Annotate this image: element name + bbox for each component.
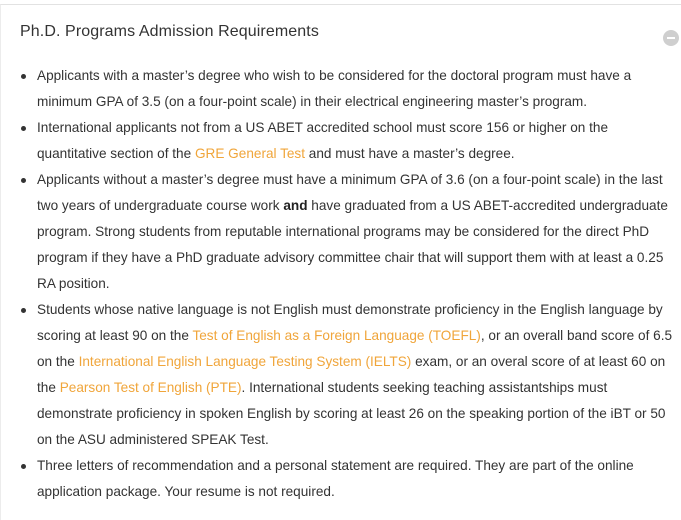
list-item-gre (37, 115, 681, 167)
item-text: Applicants without a master’s degree must have a minimum GPA of 3.6 (on a four-point scale) in the last two years of undergraduate course work (37, 172, 663, 213)
pte-link[interactable]: Pearson Test of English (PTE) (59, 380, 242, 395)
gre-general-test-link[interactable]: GRE General Test (194, 146, 306, 161)
item-text: Applicants with a master’s degree who wish to be considered for the doctoral program must have a minimum GPA of 3.5 (on a four-point scale) in their electrical engineering master’s program. (37, 68, 632, 109)
list-item-recommendations (37, 453, 681, 505)
item-text: International applicants not from a US ABET accredited school must score 156 or higher on the quantitative section of the (37, 120, 609, 161)
admission-requirements-panel (0, 4, 681, 520)
item-text: exam, or an overal score of at least 60 on the (37, 354, 666, 395)
requirements-list (1, 63, 681, 505)
list-item-gpa-no-masters (37, 167, 681, 297)
item-text: , or an overall band score of 6.5 on the (37, 328, 673, 369)
item-text: . International students seeking teaching assistantships must demonstrate proficiency in spoken English by scoring at least 26 on the speaking portion of the iBT or 50 on the ASU administered SPEAK Test. (37, 380, 666, 447)
list-item-gpa-masters (37, 63, 681, 115)
bold-and: and (283, 198, 308, 213)
minus-circle-icon[interactable] (663, 30, 679, 46)
item-text: and must have a master’s degree. (305, 146, 515, 161)
ielts-link[interactable]: International English Language Testing System (IELTS) (78, 354, 412, 369)
item-text: Students whose native language is not English must demonstrate proficiency in the English language by scoring at least 90 on the (37, 302, 663, 343)
list-item-english-proficiency (37, 297, 681, 453)
item-text: Three letters of recommendation and a personal statement are required. They are part of the online application package. Your resume is not required. (37, 458, 634, 499)
section-title[interactable]: Ph.D. Programs Admission Requirements (20, 23, 319, 40)
toefl-link[interactable]: Test of English as a Foreign Language (TOEFL) (192, 328, 481, 343)
item-text: have graduated from a US ABET-accredited undergraduate program. Strong students from reputable international programs may be considered for the direct PhD program if they have a PhD graduate advisory committee chair that will support them with at least a 0.25 RA position. (37, 198, 668, 291)
